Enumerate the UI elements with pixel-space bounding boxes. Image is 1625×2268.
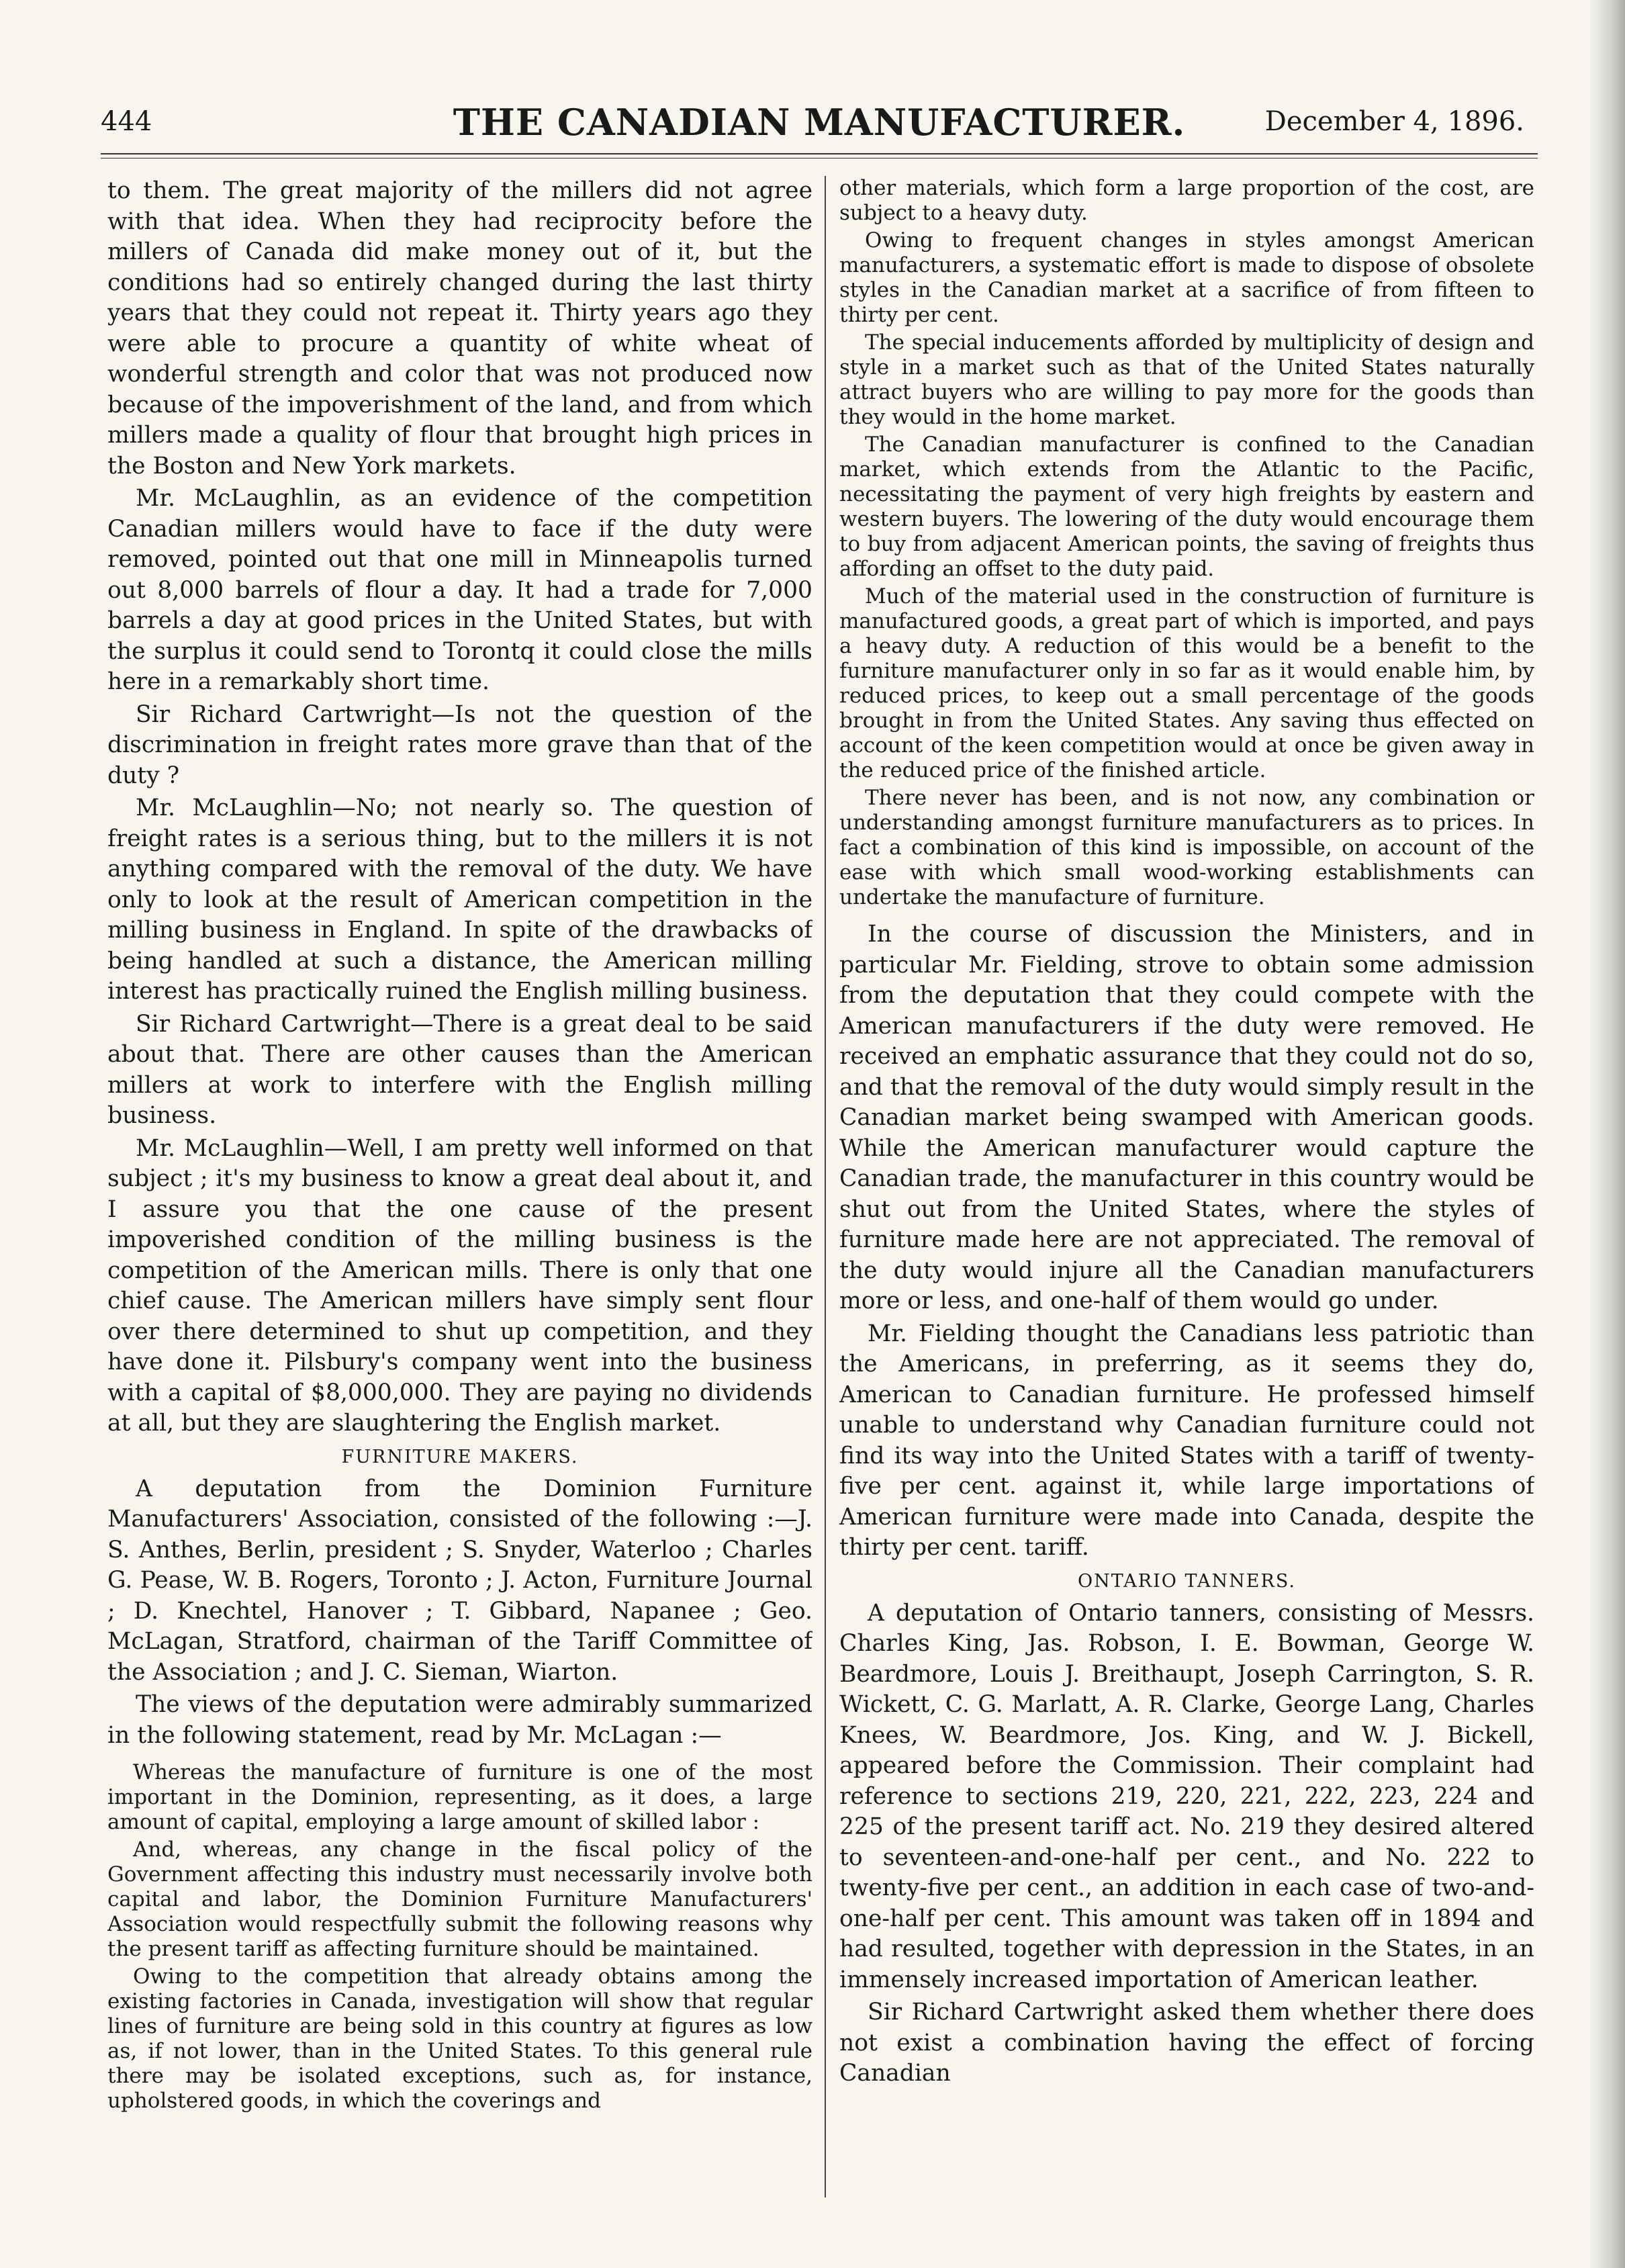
statement-paragraph: Whereas the manufacture of furniture is one of the most important in the Dominion, representing, as it does, a large amount of capital, employing a large amount of skilled labor : <box>107 1760 812 1834</box>
left-column <box>107 176 812 2204</box>
statement-paragraph: The special inducements afforded by multiplicity of design and style in a market such as that of the United States naturally attract buyers who are willing to pay more for the goods than they would in the home market. <box>839 330 1534 429</box>
page-header <box>101 101 1538 161</box>
header-rule <box>101 153 1538 158</box>
statement-paragraph: And, whereas, any change in the fiscal policy of the Government affecting this industry must necessarily involve both capital and labor, the Dominion Furniture Manufacturers' Association would respectfully submit the following reasons why the present tariff as affecting furniture should be maintained. <box>107 1838 812 1961</box>
paragraph: In the course of discussion the Ministers, and in particular Mr. Fielding, strove to obtain some admission from the deputation that they could compete with the American manufacturers if the duty were removed. He received an emphatic assurance that they could not do so, and that the removal of the duty would simply result in the Canadian market being swamped with American goods. While the American manufacturer would capture the Canadian trade, the manufacturer in this country would be shut out from the United States, where the styles of furniture made here are not appreciated. The removal of the duty would injure all the Canadian manufacturers more or less, and one-half of them would go under. <box>839 921 1534 1314</box>
paragraph: Mr. Fielding thought the Canadians less patriotic than the Americans, in preferring, as it seems they do, American to Canadian furniture. He professed himself unable to understand why Canadian furniture could not find its way into the United States with a tariff of twenty-five per cent. against it, while large importations of American furniture were made into Canada, despite the thirty per cent. tariff. <box>839 1320 1534 1561</box>
paragraph: The views of the deputation were admirably summarized in the following statement, read by Mr. McLagan :— <box>107 1691 812 1749</box>
statement-paragraph: Owing to frequent changes in styles amongst American manufacturers, a systematic effort is made to dispose of obsolete styles in the Canadian market at a sacrifice of from fifteen to thirty per cent. <box>839 228 1534 327</box>
publication-title: THE CANADIAN MANUFACTURER. <box>453 101 1186 144</box>
page-number: 444 <box>101 106 152 137</box>
statement-paragraph: Owing to the competition that already obtains among the existing factories in Canada, investigation will show that regular lines of furniture are being sold in this country at figures as low as, if not lower, than in the United States. To this general rule there may be isolated exceptions, such as, for instance, upholstered goods, in which the coverings and <box>107 1964 812 2113</box>
paragraph: Sir Richard Cartwright—Is not the question of the discrimination in freight rates more grave than that of the duty ? <box>107 700 812 789</box>
right-column <box>839 176 1534 2204</box>
paragraph: Mr. McLaughlin—No; not nearly so. The question of freight rates is a serious thing, but to the millers it is not anything compared with the removal of the duty. We have only to look at the result of American competition in the milling business in England. In spite of the drawbacks of being handled at such a distance, the American milling interest has practically ruined the English milling business. <box>107 795 812 1005</box>
paragraph: A deputation of Ontario tanners, consisting of Messrs. Charles King, Jas. Robson, I. E. Bowman, George W. Beardmore, Louis J. Breithaupt, Joseph Carrington, S. R. Wickett, C. G. Marlatt, A. R. Clarke, George Lang, Charles Knees, W. Beardmore, Jos. King, and W. J. Bickell, appeared before the Commission. Their complaint had reference to sections 219, 220, 221, 222, 223, 224 and 225 of the present tariff act. No. 219 they desired altered to seventeen-and-one-half per cent., and No. 222 to twenty-five per cent., an addition in each case of two-and-one-half per cent. This amount was taken off in 1894 and had resulted, together with depression in the States, in an immensely increased importation of American leather. <box>839 1599 1534 1993</box>
statement-paragraph: other materials, which form a large proportion of the cost, are subject to a heavy duty. <box>839 176 1534 225</box>
paragraph: to them. The great majority of the millers did not agree with that idea. When they had reciprocity before the millers of Canada did make money out of it, but the conditions had so entirely changed during the last thirty years that they could not repeat it. Thirty years ago they were able to procure a quantity of white wheat of wonderful strength and color that was not produced now because of the impoverishment of the land, and from which millers made a quality of flour that brought high prices in the Boston and New York markets. <box>107 177 812 480</box>
paragraph: A deputation from the Dominion Furniture Manufacturers' Association, consisted of the following :—J. S. Anthes, Berlin, president ; S. Snyder, Waterloo ; Charles G. Pease, W. B. Rogers, Toronto ; J. Acton, Furniture Journal ; D. Knechtel, Hanover ; T. Gibbard, Napanee ; Geo. McLagan, Stratford, chairman of the Tariff Committee of the Association ; and J. C. Sieman, Wiarton. <box>107 1475 812 1686</box>
issue-date: December 4, 1896. <box>1264 106 1524 137</box>
paragraph: Sir Richard Cartwright asked them whether there does not exist a combination having the effect of forcing Canadian <box>839 1999 1534 2087</box>
section-heading-furniture-makers: FURNITURE MAKERS. <box>341 1446 579 1467</box>
page-edge-shadow <box>1588 0 1625 2268</box>
statement-paragraph: The Canadian manufacturer is confined to the Canadian market, which extends from the Atlantic to the Pacific, necessitating the payment of very high freights by eastern and western buyers. The lowering of the duty would encourage them to buy from adjacent American points, the saving of freights thus affording an offset to the duty paid. <box>839 433 1534 581</box>
paragraph: Mr. McLaughlin, as an evidence of the competition Canadian millers would have to face if the duty were removed, pointed out that one mill in Minneapolis turned out 8,000 barrels of flour a day. It had a trade for 7,000 barrels a day at good prices in the United States, but with the surplus it could send to Torontq it could close the mills here in a remarkably short time. <box>107 485 812 695</box>
column-divider <box>825 176 826 2197</box>
paragraph: Sir Richard Cartwright—There is a great deal to be said about that. There are other causes than the American millers at work to interfere with the English milling business. <box>107 1010 812 1129</box>
section-heading-ontario-tanners: ONTARIO TANNERS. <box>1078 1570 1296 1592</box>
statement-paragraph: Much of the material used in the construction of furniture is manufactured goods, a great part of which is imported, and pays a heavy duty. A reduction of this would be a benefit to the furniture manufacturer only in so far as it would enable him, by reduced prices, to keep out a small percentage of the goods brought in from the United States. Any saving thus effected on account of the keen competition would at once be given away in the reduced price of the finished article. <box>839 584 1534 782</box>
statement-paragraph: There never has been, and is not now, any combination or understanding amongst furniture manufacturers as to prices. In fact a combination of this kind is impossible, on account of the ease with which small wood-working establishments can undertake the manufacture of furniture. <box>839 786 1534 909</box>
paragraph: Mr. McLaughlin—Well, I am pretty well informed on that subject ; it's my business to know a great deal about it, and I assure you that the one cause of the present impoverished condition of the milling business is the competition of the American mills. There is only that one chief cause. The American millers have simply sent flour over there determined to shut up competition, and they have done it. Pilsbury's company went into the business with a capital of $8,000,000. They are paying no dividends at all, but they are slaughtering the English market. <box>107 1134 812 1437</box>
